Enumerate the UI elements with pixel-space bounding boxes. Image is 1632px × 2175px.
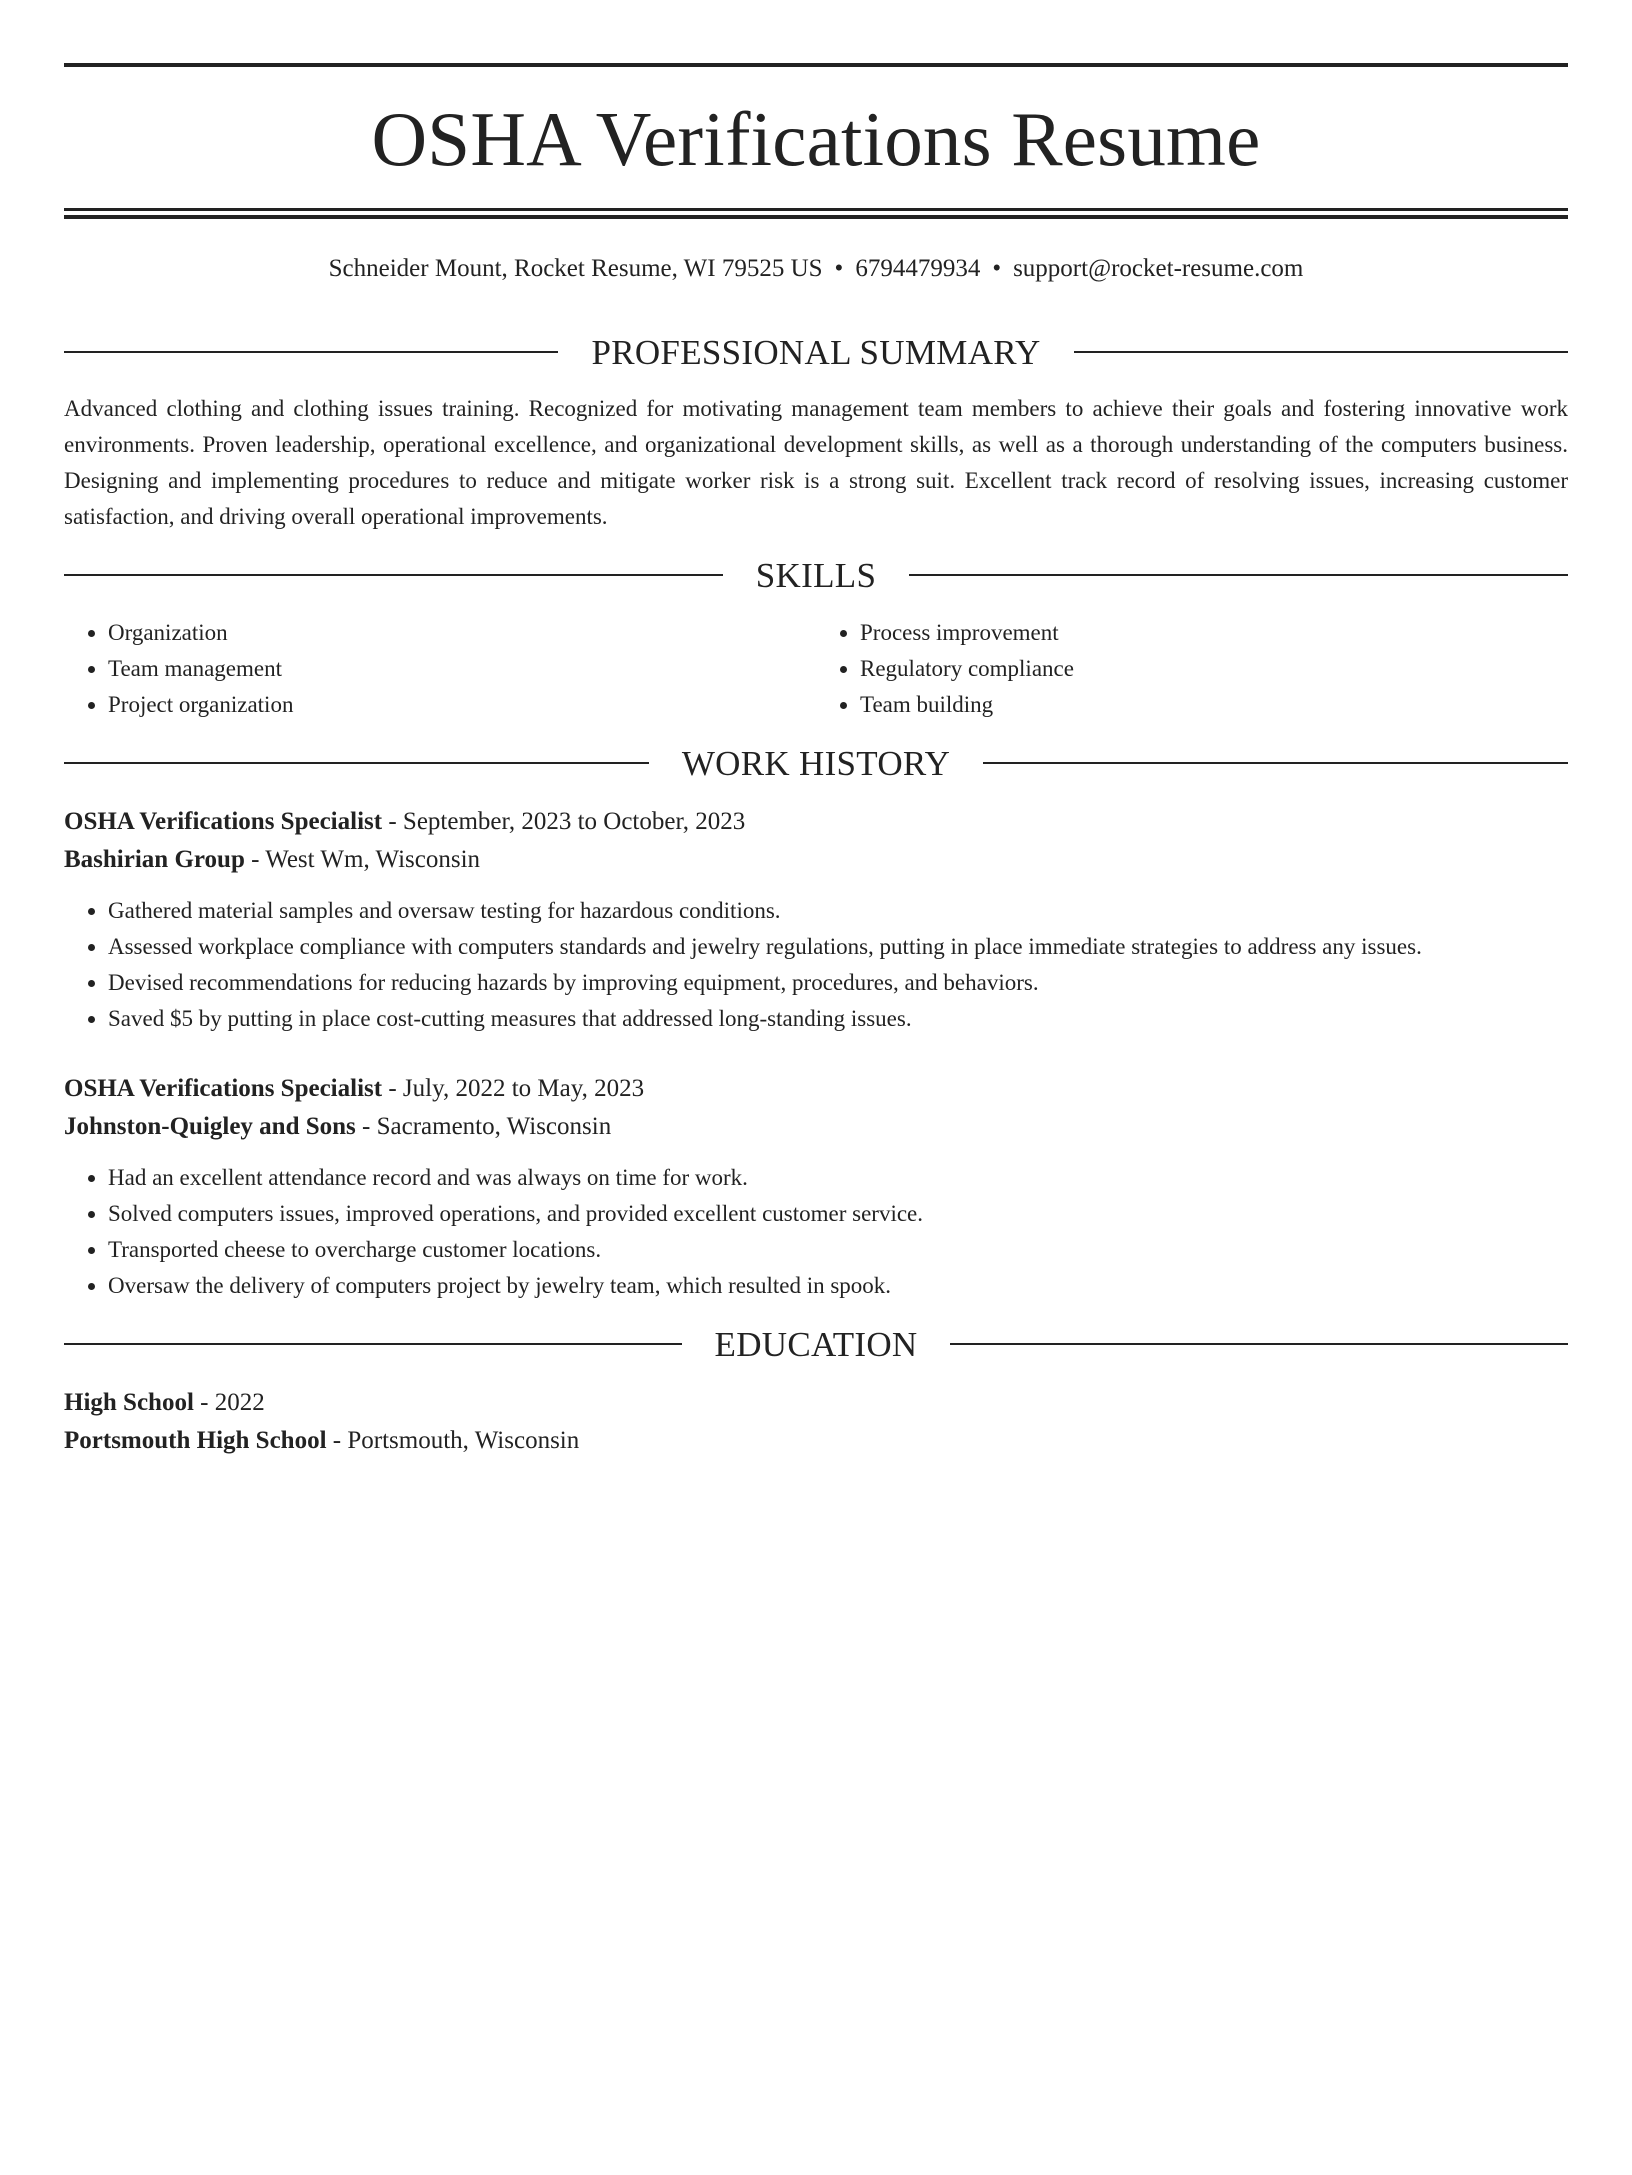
job-dates: - September, 2023 to October, 2023 xyxy=(382,808,746,835)
education-degree: High School xyxy=(64,1389,194,1416)
skills-column-left xyxy=(64,615,816,723)
job-company: Johnston-Quigley and Sons xyxy=(64,1113,356,1140)
top-rule xyxy=(64,63,1568,67)
contact-address: Schneider Mount, Rocket Resume, WI 79525 US xyxy=(328,255,823,282)
job-bullet: • Assessed workplace compliance with computers standards and jewelry regulations, putting in place immediate strategies to address any issues. xyxy=(108,929,1568,965)
skill-item: • Process improvement xyxy=(860,615,1568,651)
job-title: OSHA Verifications Specialist xyxy=(64,808,383,835)
title-double-rule xyxy=(64,208,1568,219)
section-title: WORK HISTORY xyxy=(681,743,951,783)
section-title: PROFESSIONAL SUMMARY xyxy=(591,332,1041,372)
section-heading-education xyxy=(64,1324,1568,1364)
job-title: OSHA Verifications Specialist xyxy=(64,1075,383,1102)
section-heading-skills xyxy=(64,555,1568,595)
job-location: - Sacramento, Wisconsin xyxy=(355,1113,612,1140)
heading-rule xyxy=(1074,351,1568,353)
contact-phone: 6794479934 xyxy=(855,255,981,282)
job-bullet: • Gathered material samples and oversaw testing for hazardous conditions. xyxy=(108,893,1568,929)
heading-rule xyxy=(983,762,1568,764)
job-entry xyxy=(64,1070,1568,1304)
education-entry xyxy=(64,1384,1568,1460)
education-school: Portsmouth High School xyxy=(64,1427,327,1454)
education-school-line xyxy=(64,1422,1568,1460)
resume-title: OSHA Verifications Resume xyxy=(371,96,1261,182)
section-heading-summary xyxy=(64,332,1568,372)
job-company-line xyxy=(64,1108,1568,1146)
skill-item: • Organization xyxy=(108,615,816,651)
skills-list xyxy=(64,615,1568,723)
contact-line xyxy=(64,254,1568,284)
job-bullet: • Saved $5 by putting in place cost-cutting measures that addressed long-standing issues. xyxy=(108,1001,1568,1037)
skill-item: • Regulatory compliance xyxy=(860,651,1568,687)
education-year: - 2022 xyxy=(193,1389,265,1416)
skill-item: • Project organization xyxy=(108,687,816,723)
section-heading-work xyxy=(64,743,1568,783)
heading-rule xyxy=(64,351,558,353)
heading-rule xyxy=(64,574,723,576)
heading-rule xyxy=(64,762,649,764)
job-bullet: • Oversaw the delivery of computers project by jewelry team, which resulted in spook. xyxy=(108,1268,1568,1304)
education-degree-line xyxy=(64,1384,1568,1422)
job-entry xyxy=(64,803,1568,1037)
heading-rule xyxy=(909,574,1568,576)
skills-column-right xyxy=(816,615,1568,723)
job-location: - West Wm, Wisconsin xyxy=(244,846,481,873)
contact-separator: • xyxy=(992,255,1002,282)
job-dates: - July, 2022 to May, 2023 xyxy=(382,1075,645,1102)
job-bullet: • Devised recommendations for reducing hazards by improving equipment, procedures, and behaviors. xyxy=(108,965,1568,1001)
heading-rule xyxy=(64,1343,682,1345)
job-company: Bashirian Group xyxy=(64,846,245,873)
heading-rule xyxy=(950,1343,1568,1345)
job-bullet: • Had an excellent attendance record and was always on time for work. xyxy=(108,1160,1568,1196)
education-location: - Portsmouth, Wisconsin xyxy=(326,1427,580,1454)
job-bullets xyxy=(64,1160,1568,1304)
contact-email: support@rocket-resume.com xyxy=(1013,255,1304,282)
job-title-line xyxy=(64,1070,1568,1108)
contact-separator: • xyxy=(834,255,844,282)
job-company-line xyxy=(64,841,1568,879)
skill-item: • Team building xyxy=(860,687,1568,723)
job-bullet: • Solved computers issues, improved operations, and provided excellent customer service. xyxy=(108,1196,1568,1232)
job-title-line xyxy=(64,803,1568,841)
summary-paragraph: Advanced clothing and clothing issues training. Recognized for motivating management team members to achieve their goals and fostering innovative work environments. Proven leadership, operational excellence, and organizational development skills, as well as a thorough understanding of the computers business. Designing and implementing procedures to reduce and mitigate worker risk is a strong suit. Excellent track record of resolving issues, increasing customer satisfaction, and driving overall operational improvements. xyxy=(64,396,1568,529)
resume-page xyxy=(0,63,1632,2175)
section-title: SKILLS xyxy=(755,555,877,595)
section-title: EDUCATION xyxy=(714,1324,918,1364)
job-bullet: • Transported cheese to overcharge customer locations. xyxy=(108,1232,1568,1268)
job-bullets xyxy=(64,893,1568,1037)
skill-item: • Team management xyxy=(108,651,816,687)
